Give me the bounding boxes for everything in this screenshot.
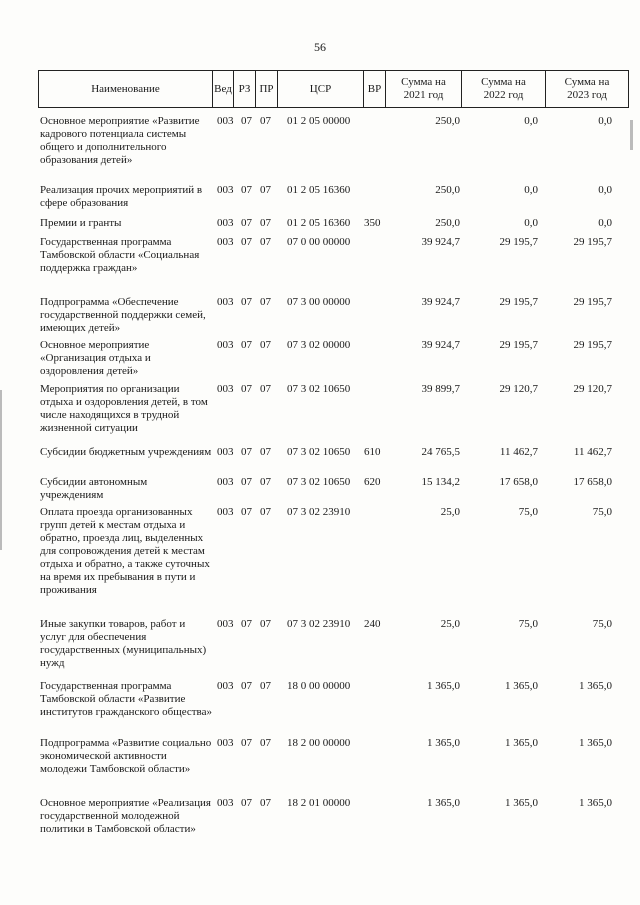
cell-ved: 003 xyxy=(217,236,234,248)
cell-name: Подпрограмма «Обеспечение государственной поддержки семей, имеющих детей» xyxy=(40,296,206,334)
cell-vr: 240 xyxy=(364,618,381,630)
cell-name: Реализация прочих мероприятий в сфере образования xyxy=(40,184,203,209)
table-header xyxy=(38,70,629,108)
cell-sum-2021: 39 899,7 xyxy=(421,383,460,395)
cell-pr: 07 xyxy=(260,680,271,692)
cell-name: Государственная программа Тамбовской области «Социальная поддержка граждан» xyxy=(40,236,200,274)
cell-rz: 07 xyxy=(241,618,252,630)
cell-csr: 01 2 05 16360 xyxy=(287,184,351,196)
scan-edge-mark xyxy=(630,120,633,150)
cell-sum-2022: 29 195,7 xyxy=(499,296,538,308)
cell-ved: 003 xyxy=(217,296,234,308)
cell-csr: 01 2 05 16360 xyxy=(287,217,351,229)
cell-name: Государственная программа Тамбовской области «Развитие институтов гражданского общества» xyxy=(40,680,212,718)
cell-csr: 07 3 02 23910 xyxy=(287,506,351,518)
cell-ved: 003 xyxy=(217,217,234,229)
col-2023-header: Сумма на 2023 год xyxy=(564,76,610,101)
cell-csr: 18 2 00 00000 xyxy=(287,737,351,749)
cell-rz: 07 xyxy=(241,184,252,196)
cell-ved: 003 xyxy=(217,339,234,351)
cell-pr: 07 xyxy=(260,737,271,749)
col-vr-header: ВР xyxy=(364,71,386,107)
cell-sum-2021: 39 924,7 xyxy=(421,339,460,351)
cell-sum-2023: 1 365,0 xyxy=(579,737,612,749)
cell-rz: 07 xyxy=(241,115,252,127)
cell-rz: 07 xyxy=(241,476,252,488)
col-csr-header: ЦСР xyxy=(278,71,364,107)
cell-rz: 07 xyxy=(241,506,252,518)
cell-sum-2021: 1 365,0 xyxy=(427,797,460,809)
col-name-header: Наименование xyxy=(39,71,213,107)
cell-sum-2022: 0,0 xyxy=(524,184,538,196)
cell-sum-2021: 250,0 xyxy=(435,115,460,127)
cell-name: Субсидии бюджетным учреждениям xyxy=(40,446,212,458)
cell-pr: 07 xyxy=(260,115,271,127)
cell-rz: 07 xyxy=(241,383,252,395)
cell-csr: 07 3 02 10650 xyxy=(287,476,351,488)
cell-ved: 003 xyxy=(217,737,234,749)
cell-csr: 07 3 02 10650 xyxy=(287,383,351,395)
cell-sum-2022: 0,0 xyxy=(524,115,538,127)
cell-sum-2022: 1 365,0 xyxy=(505,680,538,692)
cell-sum-2023: 0,0 xyxy=(598,217,612,229)
cell-sum-2023: 1 365,0 xyxy=(579,680,612,692)
cell-rz: 07 xyxy=(241,446,252,458)
scan-edge-mark xyxy=(0,390,2,550)
cell-sum-2023: 1 365,0 xyxy=(579,797,612,809)
cell-sum-2021: 24 765,5 xyxy=(421,446,460,458)
cell-sum-2023: 29 195,7 xyxy=(573,296,612,308)
cell-rz: 07 xyxy=(241,797,252,809)
cell-rz: 07 xyxy=(241,737,252,749)
cell-name: Премии и гранты xyxy=(40,217,122,229)
cell-csr: 07 0 00 00000 xyxy=(287,236,351,248)
cell-vr: 350 xyxy=(364,217,381,229)
cell-csr: 07 3 00 00000 xyxy=(287,296,351,308)
cell-pr: 07 xyxy=(260,797,271,809)
cell-sum-2022: 1 365,0 xyxy=(505,797,538,809)
cell-sum-2022: 75,0 xyxy=(518,618,538,630)
cell-sum-2023: 11 462,7 xyxy=(573,446,612,458)
cell-name: Иные закупки товаров, работ и услуг для обеспечения государственных (муниципальных) нужд xyxy=(40,618,207,669)
cell-pr: 07 xyxy=(260,618,271,630)
cell-sum-2022: 29 195,7 xyxy=(499,339,538,351)
cell-csr: 18 0 00 00000 xyxy=(287,680,351,692)
cell-sum-2021: 39 924,7 xyxy=(421,296,460,308)
cell-pr: 07 xyxy=(260,236,271,248)
cell-sum-2021: 39 924,7 xyxy=(421,236,460,248)
cell-sum-2022: 29 120,7 xyxy=(499,383,538,395)
cell-csr: 07 3 02 23910 xyxy=(287,618,351,630)
cell-name: Основное мероприятие «Развитие кадрового потенциала системы общего и дополнительного образования детей» xyxy=(40,115,200,166)
cell-vr: 620 xyxy=(364,476,381,488)
cell-name: Мероприятия по организации отдыха и оздоровления детей, в том числе находящихся в трудной жизненной ситуации xyxy=(40,383,208,434)
cell-csr: 01 2 05 00000 xyxy=(287,115,351,127)
cell-pr: 07 xyxy=(260,506,271,518)
cell-sum-2023: 29 195,7 xyxy=(573,236,612,248)
cell-sum-2022: 17 658,0 xyxy=(499,476,538,488)
cell-vr: 610 xyxy=(364,446,381,458)
col-2021-header: Сумма на 2021 год xyxy=(386,71,462,107)
cell-sum-2021: 1 365,0 xyxy=(427,737,460,749)
cell-pr: 07 xyxy=(260,476,271,488)
cell-sum-2023: 75,0 xyxy=(592,506,612,518)
cell-sum-2021: 25,0 xyxy=(440,506,460,518)
cell-sum-2023: 17 658,0 xyxy=(573,476,612,488)
cell-rz: 07 xyxy=(241,217,252,229)
cell-csr: 07 3 02 00000 xyxy=(287,339,351,351)
cell-sum-2022: 11 462,7 xyxy=(499,446,538,458)
page-number: 56 xyxy=(314,40,326,54)
cell-name: Основное мероприятие «Организация отдыха и оздоровления детей» xyxy=(40,339,151,377)
cell-name: Оплата проезда организованных групп детей к местам отдыха и обратно, проезда лиц, выделенных для сопровождения детей к местам отдыха и обратно, а также суточных на время их пребывания в пути и проживания xyxy=(40,506,210,596)
col-rz-header: РЗ xyxy=(234,71,256,107)
cell-sum-2023: 0,0 xyxy=(598,184,612,196)
cell-ved: 003 xyxy=(217,446,234,458)
cell-ved: 003 xyxy=(217,184,234,196)
cell-ved: 003 xyxy=(217,115,234,127)
cell-pr: 07 xyxy=(260,217,271,229)
cell-pr: 07 xyxy=(260,446,271,458)
cell-sum-2022: 0,0 xyxy=(524,217,538,229)
cell-rz: 07 xyxy=(241,236,252,248)
cell-sum-2023: 29 195,7 xyxy=(573,339,612,351)
cell-sum-2023: 0,0 xyxy=(598,115,612,127)
cell-csr: 07 3 02 10650 xyxy=(287,446,351,458)
cell-csr: 18 2 01 00000 xyxy=(287,797,351,809)
cell-ved: 003 xyxy=(217,618,234,630)
cell-sum-2023: 75,0 xyxy=(592,618,612,630)
cell-pr: 07 xyxy=(260,383,271,395)
cell-ved: 003 xyxy=(217,680,234,692)
cell-sum-2021: 15 134,2 xyxy=(421,476,460,488)
cell-rz: 07 xyxy=(241,339,252,351)
cell-sum-2022: 29 195,7 xyxy=(499,236,538,248)
cell-pr: 07 xyxy=(260,296,271,308)
cell-sum-2021: 250,0 xyxy=(435,184,460,196)
cell-pr: 07 xyxy=(260,339,271,351)
cell-sum-2021: 25,0 xyxy=(440,618,460,630)
cell-sum-2021: 250,0 xyxy=(435,217,460,229)
cell-name: Субсидии автономным учреждениям xyxy=(40,476,148,501)
cell-ved: 003 xyxy=(217,383,234,395)
cell-name: Основное мероприятие «Реализация государственной молодежной политики в Тамбовской области» xyxy=(40,797,211,835)
cell-rz: 07 xyxy=(241,296,252,308)
cell-ved: 003 xyxy=(217,506,234,518)
cell-ved: 003 xyxy=(217,797,234,809)
cell-ved: 003 xyxy=(217,476,234,488)
cell-rz: 07 xyxy=(241,680,252,692)
col-ved-header: Вед xyxy=(213,71,234,107)
cell-sum-2023: 29 120,7 xyxy=(573,383,612,395)
cell-sum-2021: 1 365,0 xyxy=(427,680,460,692)
col-pr-header: ПР xyxy=(256,71,278,107)
cell-sum-2022: 75,0 xyxy=(518,506,538,518)
cell-name: Подпрограмма «Развитие социально экономической активности молодежи Тамбовской области» xyxy=(40,737,212,775)
col-2022-header: Сумма на 2022 год xyxy=(462,71,546,107)
cell-sum-2022: 1 365,0 xyxy=(505,737,538,749)
cell-pr: 07 xyxy=(260,184,271,196)
